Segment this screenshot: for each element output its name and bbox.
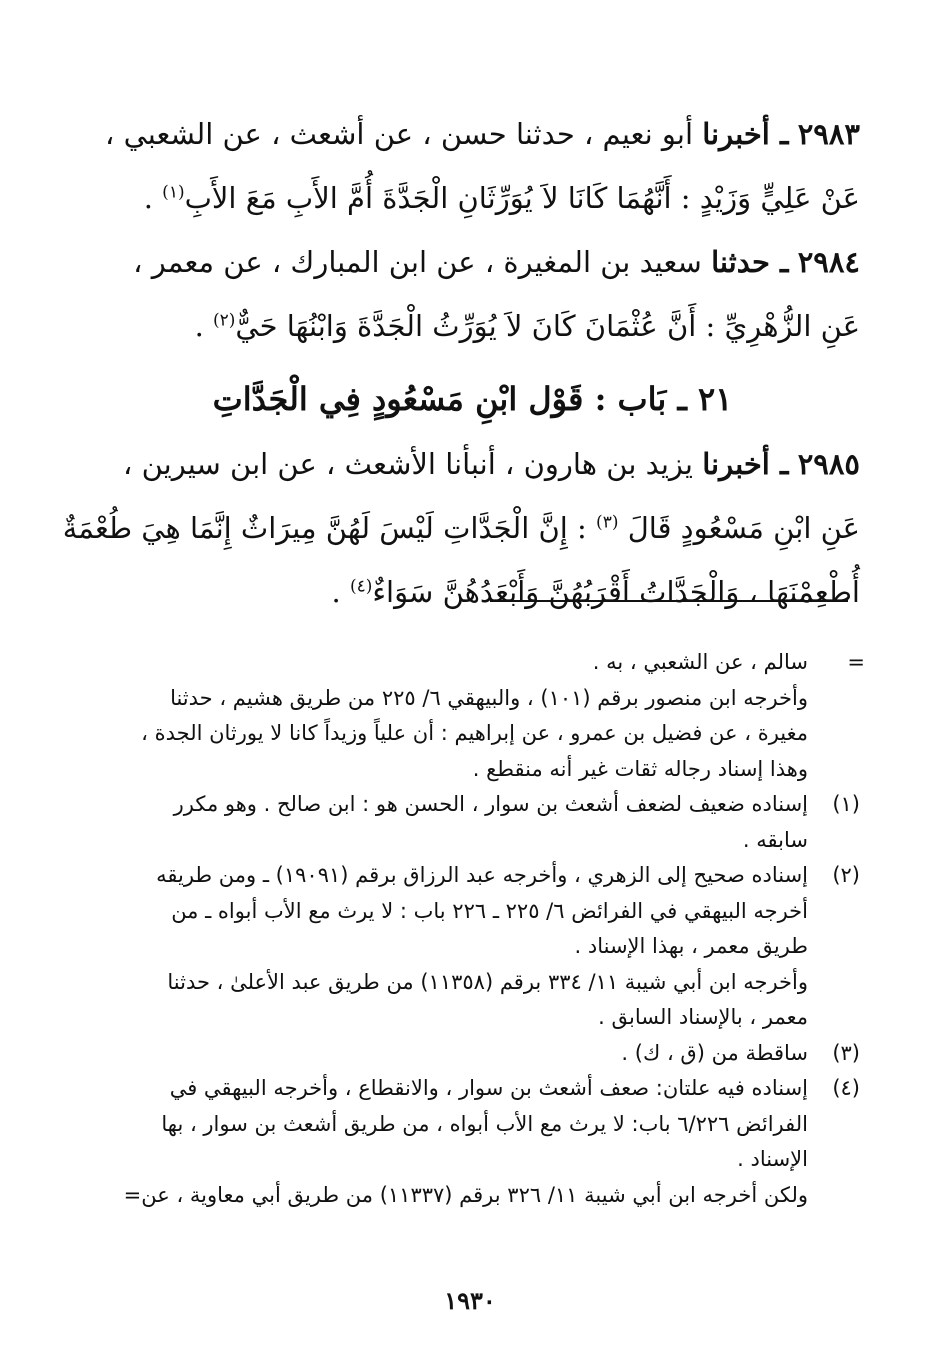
footnote-separator — [490, 600, 848, 602]
hadith-2985-line2 — [62, 496, 860, 560]
isnad-text: يزيد بن هارون ، أنبأنا الأشعث ، عن ابن سيرين ، — [123, 447, 703, 481]
matn-text: عَنِ الزُّهْرِيِّ : أَنَّ عُثْمَانَ كَانَ لاَ يُوَرِّثُ الْجَدَّةَ وَابْنُهَا حَيٌّ — [235, 309, 860, 343]
isnad-text: سعيد بن المغيرة ، عن ابن المبارك ، عن معمر ، — [133, 245, 712, 279]
footnote-line: أخرجه البيهقي في الفرائض ٦/ ٢٢٥ ـ ٢٢٦ باب : لا يرث مع الأب أبواه ـ من — [171, 898, 808, 923]
hadith-number: ٢٩٨٤ — [797, 245, 860, 279]
matn-text: أُطْعِمْنَهَا ، وَالْجَدَّاتُ أَقْرَبُهُنَّ وَأَبْعَدُهُنَّ سَوَاءٌ — [372, 575, 860, 609]
footnote-text: سالم ، عن الشعبي ، به . — [592, 650, 808, 674]
hadith-2985-line1 — [85, 432, 860, 496]
footnote-4 — [80, 1071, 860, 1107]
footnotes — [80, 645, 865, 1213]
hadith-2985-line3 — [85, 560, 860, 624]
matn-text: : إِنَّ الْجَدَّاتِ لَيْسَ لَهُنَّ مِيرَاثٌ إِنَّمَا هِيَ طُعْمَةٌ — [62, 511, 587, 545]
footnote-ref: (٢) — [213, 310, 236, 331]
line-end: . — [194, 309, 213, 343]
footnote-number: (٢) — [832, 863, 860, 887]
main-text — [62, 102, 860, 624]
hadith-head: ـ حدثنا — [711, 245, 789, 279]
footnote-text: إسناده فيه علتان: صعف أشعث بن سوار ، والانقطاع ، وأخرجه البيهقي في — [169, 1076, 808, 1100]
footnote-continuation-line: وأخرجه ابن منصور برقم (١٠١) ، والبيهقي ٦/ ٢٢٥ من طريق هشيم ، حدثنا — [170, 685, 808, 710]
hadith-2984-line2 — [85, 294, 860, 358]
footnote-number: (١) — [832, 792, 860, 816]
matn-text: عَنِ ابْنِ مَسْعُودٍ قَالَ — [627, 511, 860, 545]
hadith-head: ـ أخبرنا — [702, 447, 789, 481]
hadith-2983-line2 — [85, 166, 860, 230]
footnote-line: الإسناد . — [737, 1147, 808, 1171]
page-number: ١٩٣٠ — [444, 1286, 496, 1315]
footnote-text: إسناده ضعيف لضعف أشعث بن سوار ، الحسن هو : ابن صالح . وهو مكرر — [173, 792, 808, 816]
continuation-mark: = — [847, 650, 865, 674]
footnote-number: (٣) — [832, 1040, 860, 1065]
chapter-title: ٢١ ـ بَاب : قَوْل ابْنِ مَسْعُودٍ فِي الْجَدَّاتِ — [212, 380, 733, 418]
footnote-line: معمر ، بالإسناد السابق . — [598, 1005, 808, 1029]
hadith-head: ـ أخبرنا — [702, 117, 789, 151]
footnote-line: ولكن أخرجه ابن أبي شيبة ١١/ ٣٢٦ برقم (١١٣٣٧) من طريق أبي معاوية ، عن= — [123, 1182, 808, 1207]
footnote-continuation-line: مغيرة ، عن فضيل بن عمرو ، عن إبراهيم : أن علياً وزيداً كانا لا يورثان الجدة ، — [141, 721, 808, 745]
line-end: . — [143, 181, 163, 215]
line-end: . — [331, 575, 350, 609]
hadith-2983-line1 — [85, 102, 860, 166]
footnote-ref: (١) — [162, 182, 185, 203]
hadith-number: ٢٩٨٣ — [797, 117, 860, 151]
footnote-2 — [80, 858, 860, 894]
footnote-1 — [80, 787, 860, 823]
isnad-text: أبو نعيم ، حدثنا حسن ، عن أشعث ، عن الشعبي ، — [105, 117, 703, 151]
hadith-number: ٢٩٨٥ — [797, 447, 860, 481]
footnote-ref: (٤) — [349, 576, 373, 597]
footnote-continuation-line: وهذا إسناد رجاله ثقات غير أنه منقطع . — [472, 756, 808, 781]
footnote-text: إسناده صحيح إلى الزهري ، وأخرجه عبد الرزاق برقم (١٩٠٩١) ـ ومن طريقه — [156, 863, 808, 887]
footnote-line: طريق معمر ، بهذا الإسناد . — [574, 934, 808, 958]
matn-text: عَنْ عَلِيٍّ وَزَيْدٍ : أَنَّهُمَا كَانَا لاَ يُوَرِّثَانِ الْجَدَّةَ أُمَّ الأَبِ مَعَ الأَبِ — [184, 181, 860, 215]
footnote-number: (٤) — [832, 1076, 860, 1100]
footnote-ref: (٣) — [596, 512, 619, 533]
footnote-line: وأخرجه ابن أبي شيبة ١١/ ٣٣٤ برقم (١١٣٥٨) من طريق عبد الأعلىٰ ، حدثنا — [167, 969, 808, 994]
footnote-text: ساقطة من (ق ، ك) . — [621, 1040, 808, 1065]
footnote-3 — [80, 1036, 860, 1072]
footnote-continuation-line — [80, 645, 865, 681]
footnote-line: سابقه . — [742, 827, 808, 852]
footnote-line: الفرائض ٦/٢٢٦ باب: لا يرث مع الأب أبواه ، من طريق أشعث بن سوار ، بها — [161, 1111, 808, 1136]
hadith-2984-line1 — [85, 230, 860, 294]
